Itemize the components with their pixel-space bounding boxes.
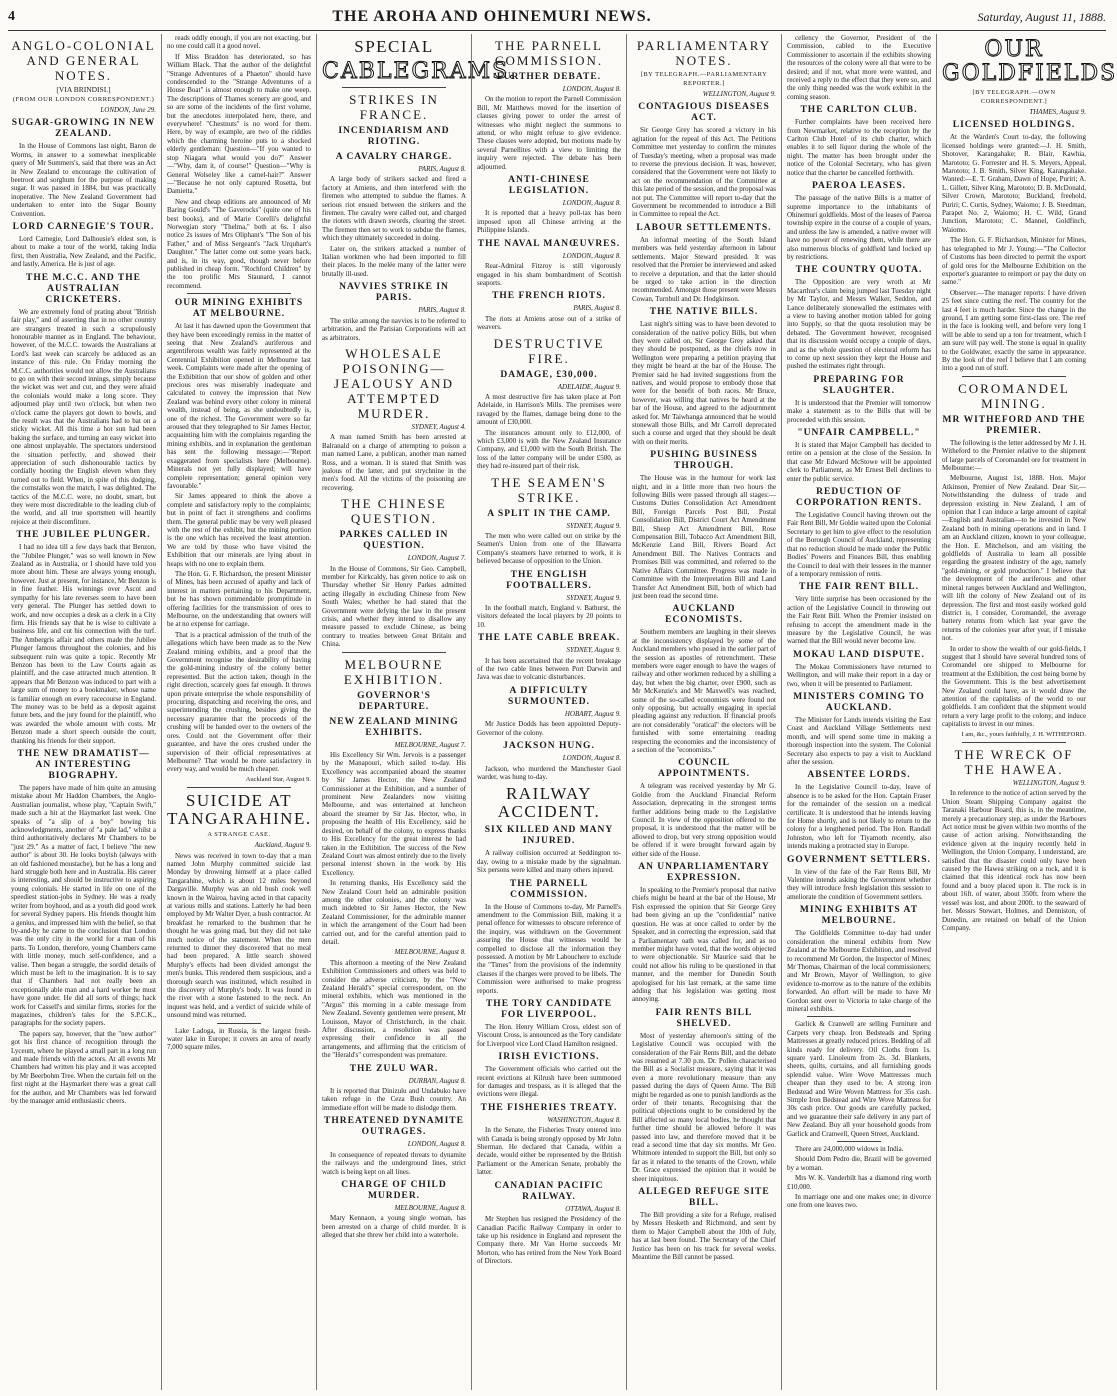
article-paragraph: In order to show the wealth of our gold-fields, I suggest that I should have several hundred tons of Coromandel ore shipped to Melbourne for treatment at the Exhibition, the cost being borne by the Government. This is the best advertisement New Zealand could have, as it would draw the attention of the capitalists of the world to our goldfields. I am confident that the shipment would return a very large profit to the colony, and induce capitalists to invest in our mines. [942,644,1086,729]
headline: ABSENTEE LORDS. [807,770,911,781]
headline: ALLEGED REFUGE SITE BILL. [638,1187,770,1209]
headline: THE NAVAL MANŒUVRES. [477,238,621,249]
headline: PREPARING FOR SLAUGHTER. [813,374,905,396]
headline: AN UNPARLIAMENTARY EXPRESSION. [638,862,770,884]
dateline: SYDNEY, August 4. [411,422,466,431]
article-paragraph: New and cheap editions are announced of Mr Baring Gould's "The Gaverocks" (quite one of his best books), and of Marie Corelli's delightful Norwegian story "Thelma," both at 6s. I also notice 2s issues of Mrs Oliphant's "The Son of his Father," and of Miss Sergeant's "Jack Urquhart's Daughter." The latter come out some years back, and is, in its way, good, though never before published in cheap form. "Rochford Children" by the too prolific Mrs Staunard, I cannot recommend. [167,197,311,290]
article-paragraph: The Legislative Council having thrown out the Fair Rent Bill, Mr Goldie waited upon the Colonial Secretary to get him to give effect to the resolution of the Borough Council of Auckland, representing that no reduction should be made under the Public Bodies' Powers and Finances Bill, thus enabling the Council to deal with their lessees in the manner of a temporary remission of rents. [787,511,931,578]
dateline: MELBOURNE, August 8. [394,1203,466,1212]
article-paragraph: reads oddly enough, if you are not exacting, but no one could call it a good novel. [167,34,311,51]
headline: A DIFFICULTY SURMOUNTED. [508,685,590,707]
dateline: MELBOURNE, August 8. [394,948,466,957]
headline: THE ENGLISH FOOTBALLERS. [506,569,592,591]
article-paragraph: The papers have made of him quite an amusing mistake about Mr Haddon Chambers, the Anglo-Australian journalist, whose play, "Captain Swift," made such a hit at the Haymarket last week. One speaks of "a slip of a boy" bowing his acknowledgments, another of "a pale lad," whilst a third authoritatively declares Mr Chambers to be "just 29." As a matter of fact, I believe "the new author" is about 30. He looks boyish (always with an old fashioned moustache), but he has a long and hard struggle both here and in Australia. His career is interesting, and should be instructive to aspiring young colonials. He started in life on one of the speediest station-jobs in Sydney. He was a ready writer from boyhood, and as a youth did good work for several Sydney papers. His friends thought him a genius, and impressed him with the belief, so that by-and-by he came to the conclusion that London was the only city in the world for a man of his parts. To London, therefore, young Chambers came with little money, much self-confidence, and a valise. Then began a struggle, the sordid details of which must be left to the imagination. It is to say that if Chambers had not really been an exceptionally able man and a hard worker he must have gone under. He did all sorts of things; hack work for Cassell's and similar firms, stories for the magazines, children's tales for the S.P.C.K., paragraphs for the society papers. [11,784,156,1028]
section-title: OUR GOLDFIELDS [942,37,1117,86]
headline: THE FAIR RENT BILL. [798,582,919,593]
masthead [8,4,1106,31]
article-paragraph: Mrs W. K. Vanderbilt has a diamond ring worth £10,000. [787,1174,931,1191]
headline: THE PARNELL COMMISSION. [509,878,589,900]
headline: FAIR RENTS BILL SHELVED. [655,1007,753,1029]
dateline: OTTAWA, August 8. [565,1204,621,1213]
headline: WHOLESALE POISONING—JEALOUSY AND ATTEMPTED MURDER. [334,345,454,421]
article-paragraph: The Government officials who carried out the recent evictions at Kilrush have been summoned for damages and trespass, as it is alleged that the evictions were illegal. [477,1065,621,1099]
headline: JACKSON HUNG. [503,741,595,752]
headline: THE JUBILEE PLUNGER. [16,530,151,541]
headline: COUNCIL APPOINTMENTS. [658,758,750,780]
headline: A SPLIT IN THE CAMP. [487,508,611,519]
headline: MOKAU LAND DISPUTE. [793,649,925,660]
article-paragraph: cellency the Governor, President of the Commission, cabled to the Executive Commissioner to ascertain if the exhibits showing the resources of the colony were all that were to be desired; and if not, what more were wanted, and received a reply to the effect that they were so, and the only thing needed was the work exhibit in the coming season. [787,34,931,101]
article-paragraph: A telegram was received yesterday by Mr G. Goldie from the Auckland Financial Reform Association, deprecating in the strongest terms further additions being made to the Legislative Council. In view of the opposition offered to the proposal, it is understood that the matter will be allowed to drop, but very strong opposition would be offered if it were brought forward again by either side of the House. [632,782,776,858]
article-paragraph: On the motion to report the Parnell Commission Bill, Mr Matthews moved for the insertion of clauses giving power to order the arrest of witnesses who might neglect the summons to attend, or who might refuse to give evidence. These clauses were adopted, but motions made by several Parnellites with a view to limiting the inquiry were rejected. The debate has been adjourned. [477,95,621,171]
article-paragraph: Further complaints have been received here from Newmarket, relative to the reception by the Carlton Club Hotel of its club charter, which enables it to sell liquor during the whole of the night. The matter has been brought under the notice of the Colonial Secretary, who has given notice that the charter be cancelled forthwith. [787,118,931,177]
dateline: LONDON, August 8. [562,251,621,260]
newspaper-title: THE AROHA AND OHINEMURI NEWS. [332,8,652,25]
article-paragraph: In reference to the notice of action served by the Union Steam Shipping Company against the Taranaki Harbour Board, this is, in the meantime, merely a precautionary step, as under the Harbours Act notice must be given within two months of the cause of action arising. Notwithstanding the evidence given at the inquiry recently held in Wellington, the Union Company, I understand, are satisfied that the disaster could only have been caused by the Hawea striking on a rock, and it is claimed that this identical rock has now been found and a buoy placed upon it. The rock is in about 16ft. of water, about 350ft. from where the vessel was lost, and about 200ft. to the seaward of her. Messrs Stewart, Holmes, and Denniston, of Dunedin, are retained on behalf of the Union Company. [942,789,1086,932]
article-paragraph: The House was in the humour for work last night, and in a little more than two hours the following Bills were passed through all stages:—Customs Duties Consolidation Act Amendment Bill, Foreign Parcels Post Bill, Postal Consolidation Bill, District Court Act Amendment Bill, Sheep Act Amendment Bill, Rose Compensation Bill, Tobacco Act Amendment Bill, McKenzie Land Bill, Rivers Board Act Amendment Bill. The Natives Contracts and Promises Bill was committed, and referred to the Native Affairs Committee. Progress was made in Committee with the Interpretation Bill and Land Transfer Act Amendment Bill, both of which had just been read the second time. [632,474,776,600]
dateline: Auckland, August 9. [254,841,311,850]
headline: GOVERNOR'S DEPARTURE. [357,690,431,712]
source-credit: Auckland Star, August 9. [245,775,311,783]
letter-signature: I am, &c., yours faithfully, J. H. WITHEFORD. [961,730,1086,738]
article-paragraph: Very little surprise has been occasioned by the action of the Legislative Council in throwing out the Fair Rent Bill. When the Premier insisted on refusing to accept the amendment made in the measure by the Legislative Council, he was warned that the Bill would never become law. [787,595,931,646]
headline: MR WITHEFORD AND THE PREMIER. [942,414,1086,436]
headline: REDUCTION OF CORPORATION RENTS. [795,487,923,509]
article-paragraph: It is stated that Major Campbell has decided to retire on a pension at the close of the Session. In that case Mr Edward McStowe will be appointed clerk to Parliament, as Mr Ernest Bell declines to enter the public service. [787,441,931,483]
headline: SIX KILLED AND MANY INJURED. [484,825,614,847]
subhead: A STRANGE CASE. [207,831,271,839]
dateline: SYDNEY, August 9. [566,646,621,655]
headline: THE WRECK OF THE HAWEA. [954,747,1074,777]
headline: MELBOURNE EXHIBITION. [343,656,445,687]
headline: MINING EXHIBITS AT MELBOURNE. [799,905,919,927]
article-paragraph: It is reported that a heavy poll-tax has been imposed upon all Chinese arriving at the Philippine Islands. [477,209,621,235]
article-paragraph: We are extremely fond of prating about "British fair play," and of asserting that in no other country are strangers treated in such a scrupulously honourable manner as in England. The behaviour, however, of the M.C.C. towards the Australians at Lord's last week can scarcely be adduced as an instance of this rule. On Friday morning the M.C.C. authorities would not allow the Australians to go on with their second innings, simply because the wicket was wet and cut, and they were afraid the colonials would make a long score. They adjourned play until two o'clock, but when two o'clock came the players got down to bowls, and the result was that the Australians had to bat on a sticky wicket. All this time a hot sun had been baking the surface, and turning an easy wicket into one almost unplayable. The spectators understood the situation perfectly, and showed their appreciation of such dishonourable tactics by cordially hooting the English eleven when they turned out to field. When, in spite of this dodging, the cornstalks won the match, I was delighted. The tactics of the M.C.C. were, no doubt, smart, but they were most discreditable to the leading club of the world, and all true sportsmen will heartily rejoice at their discomfiture. [11,307,156,526]
page-number: 4 [8,9,15,24]
headline: PARKES CALLED IN QUESTION. [339,530,449,552]
article-paragraph: It has been ascertained that the recent breakage of the two cable lines between Port Darwin and Java was due to volcanic disturbances. [477,656,621,682]
dateline: LONDON, June 29. [100,106,156,114]
article-paragraph: Sir James appeared to think the above a complete and satisfactory reply to the complaints; but in point of fact it strengthens and confirms them. The general public may be very well pleased with the rest of the exhibit, but the mining portion is the one which has received the least attention. We are told by those who have visited the Exhibition that our minerals are lying about in heaps with no one to explain them. [167,492,311,568]
article-paragraph: Observer.—The manager reports: I have driven 25 feet since cutting the reef. The country for the last 4 feet is much harder. Since the change in the ground, I am getting some first-class ore. The reef in the face is looking well, and before very long I will be able to send up a ton for treatment, which I am sure will pay well. The stone is equal in quality to the Goldwater, exactly the same in appearance. By the look of the reef I believe that I am coming into a good run of stuff. [942,288,1086,373]
headline: LORD CARNEGIE'S TOUR. [12,222,155,233]
article-paragraph: In consequence of repeated threats to dynamite the railways and the underground lines, strict watch is being kept on all lines. [322,1150,466,1176]
article-paragraph: A man named Smith has been arrested at Balranald on a charge of attempting to poison a man named Lane, a publican, another man named Ross, and a woman. It is stated that Smith was jealous of the latter, and put strychnine in the men's food. All the victims of the poisoning are recovering. [322,433,466,492]
article-paragraph: Should Dom Pedro die, Brazil will be governed by a woman. [787,1155,931,1172]
headline: THE NEW DRAMATIST—AN INTERESTING BIOGRAPHY. [17,749,150,781]
divider [837,1141,881,1142]
headline: THE PARNELL COMMISSION. [494,38,604,68]
article-paragraph: Mr Stephen has resigned the Presidency of the Canadian Pacific Railway Company in order to take up his residence in England and represent the Company there. Mr Van Horne succeeds Mr Morton, who has retired from the New York Board of Directors. [477,1215,621,1266]
article-paragraph: In marriage one and one makes one; in divorce one from one leaves two. [787,1193,931,1210]
subhead: (FROM OUR LONDON CORRESPONDENT.) [12,96,155,103]
column-3 [316,34,518,1390]
article-paragraph: The following is the letter addressed by Mr J. H. Witheford to the Premier relative to the shipment of large parcels of Coromandel ore for treatment in Melbourne:— [942,438,1086,472]
article-paragraph: If Miss Braddon has deteriorated, so has William Black. That the author of the delightful "Strange Adventures of a Phaeton" should have condescended to the "Strange Adventures of a House Boat" is almost enough to make one weep. The descriptions of Thames scenery are good, and so are some of the incidents of the first volume, but the anecdotes interpolated here, there, and everywhere! "Chestnuts" is no word for them. Here, by way of example, are two of the riddles which the charming heroine puts to a shocked elderly gentleman: Question—"If you wanted to stop Niagara what would you do?" Answer—"Why, dam it, of course!" Question—"Why is General Wolseley like a camel-hair?" Answer—"Because he not only captured Rosetta, but Damietta." [167,52,311,196]
dateline: LONDON, August 7. [407,554,466,563]
headline: LICENSED HOLDINGS. [952,120,1076,131]
dateline: WELLINGTON, August 9. [1012,779,1086,787]
divider [342,652,446,653]
article-paragraph: There are 24,000,000 widows in India. [795,1145,904,1154]
divider [342,87,446,88]
headline: THE TORY CANDIDATE FOR LIVERPOOL. [485,999,613,1020]
headline: LABOUR SETTLEMENTS. [636,222,772,233]
article-paragraph: The Hon. G. F. Richardson, Minister for Mines, has telegraphed to Mr J. Young:—"The Collector of Customs has been directed to permit the export of gold ores for the Melbourne Exhibition on the exporter's guarantee to reimport or pay the duty on same." [942,236,1086,287]
column-7 [936,34,1117,1390]
headline: NAVVIES STRIKE IN PARIS. [339,282,449,304]
dateline: LONDON, August 8. [562,199,621,208]
columns [6,34,1117,1390]
dateline: LONDON, August 8. [562,85,621,93]
article-paragraph: The papers say, however, that the "new author" got his first chance of recognition through the Lyceum, where he played a small part in a long run and made friends with the actors. At all events Mr Chambers had written his play and it was accepted by Mr Beerbohm Tree. When the curtain fell on the first night at the Haymarket there was a great call for the author, and Mr Chambers was led forward by the manager amid enthusiastic cheers. [11,1029,156,1106]
headline: AUCKLAND ECONOMISTS. [665,604,743,626]
headline: SUICIDE AT TANGARAHINE. [167,791,312,829]
dateline: WASHINGTON, August 8. [547,1115,621,1124]
article-paragraph: Most of yesterday afternoon's sitting of the Legislative Council was occupied with the consideration of the Fair Rents Bill, and the debate was resumed at 7.30 p.m. Dr. Pollen characterised the Bill as a Socialist measure, saying that it was even a more revolutionary measure than any passed during the days of Queen Anne. The Bill might be regarded as one to punish landlords as the order of their tenants. Recognising that the political objections ought to be considered by the Bill affected so many local bodies, he thought that further time should be allowed before it was passed into law, and therefore moved that it be read a second time that day six months. Mr Geo. Whitmore intended to support the Bill, but only so far as it related to the tenants of the Crown, while Dr. Grace expressed the opinion that it would be sheer iniquitous. [632,1031,776,1183]
subhead: [VIA BRINDISI.] [56,85,111,94]
headline: FURTHER DEBATE. [496,72,602,82]
headline: THREATENED DYNAMITE OUTRAGES. [324,1116,464,1138]
article-paragraph: It is reported that Dinizulu and Undabuko have taken refuge in the Ceza Bush country. An immediate effort will be made to dislodge them. [322,1087,466,1112]
headline: PAEROA LEASES. [811,181,907,192]
article-paragraph: Lake Ladoga, in Russia, is the largest fresh-water lake in Europe; it covers an area of nearly 7,000 square miles. [167,1026,311,1052]
section-title: PARLIAMENTARY NOTES. [636,38,772,68]
headline: STRIKES IN FRANCE. [349,92,439,122]
article-paragraph: Last night's sitting was to have been devoted to consideration of the native policy Bills, but when they were called on, Sir George Grey asked that they should be postponed, as the chiefs now in Wellington were preparing a petition praying that they might be heard at the bar of the House. The Premier said he had invited suggestions from the natives, and would propose to embody those that were for the benefit of both races. Mr Bruce, however, was willing that natives be heard at the bar of the House, and agreed to the adjournment asked for. Mr Taiwhanga announced that he would stonewall those Bills, and Mr Carroll deprecated such a course and urged that they should be dealt with on their merits. [632,320,776,446]
article-paragraph: A most destructive fire has taken place at Port Adelaide, in Harrison's Mills. The premises were ravaged by the flames, damage being done to the amount of £30,000. [477,392,621,427]
article-paragraph: This afternoon a meeting of the New Zealand Exhibition Commissioners and others was held to consider the adverse criticism, by the "New Zealand Herald's" special correspondent, on the mineral exhibits, which was mentioned in the "Argus" this morning in a cable message from New Zealand. Seventy gentlemen were present, Mr Louisson, Mayor of Christchurch, in the chair. After discussion, a resolution was passed expressing their confidence in all the arrangements, and affirming that the criticism of the "Herald's" correspondent was premature. [322,958,466,1060]
article-paragraph: News was received in town to-day that a man named John Murphy committed suicide last Monday by drowning himself at a place called Tangarahine, which is about 12 miles beyond Dargaville. Murphy was an old bush cook well known in the Wairoa, having acted in that capacity at various mills and stations. Latterly he had been employed by Mr Walter Dyer, a bush contractor. At breakfast he remarked to the bushmen that he thought he was going mad, but they did not take much notice of the statement. When the men returned to dinner they discovered that no meal had been prepared. A little search showed Murphy's effects had been divided amongst the men's bunks. This rendered them suspicious, and a thorough search was instituted, which resulted in the discovery of Murphy's body. It was found in the river with a stone fastened to the neck. An inquest was held, and a verdict of suicide while of unsound mind was returned. [167,851,311,1020]
headline: GOVERNMENT SETTLERS. [787,854,931,865]
headline: THE FISHERIES TREATY. [480,1102,618,1113]
article-paragraph: Mr Justice Dodds has been appointed Deputy-Governor of the colony. [477,720,621,737]
article-paragraph: The Hon. Henry William Cross, eldest son of Viscount Cross, is announced as the Tory candidate for Liverpool vice Lord Claud Hamilton resigned. [477,1023,621,1048]
divider [962,376,1066,377]
column-4 [471,34,626,1390]
dateline: LONDON, August 8. [407,1140,466,1149]
dateline: MELBOURNE, August 7. [394,740,466,749]
headline: A CAVALRY CHARGE. [335,152,453,162]
headline: SUGAR-GROWING IN NEW ZEALAND. [11,118,156,140]
headline: THE COUNTRY QUOTA. [795,265,923,276]
column-5 [626,34,781,1390]
dateline: SYDNEY, August 9. [566,521,621,530]
article-paragraph: The men who were called out on strike by the Seamen's Union from one of the Illawarra Company's steamers have returned to work, it is believed because of opposition to the Union. [477,532,621,566]
article-paragraph: Sir George Grey has scored a victory in his agitation for the repeal of this Act. The Petitions Committee met yesterday to confirm the minutes of Tuesday's meeting, when a proposal was made to reverse the previous decision. It was, however, considered that the Government were not likely to act on the recommendation of the Committee at this late period of the session, and the proposal was not put. The Committee will report to-day that the Government be recommended to introduce a Bill in Committee to repeal the Act. [632,126,776,219]
subhead: [BY TELEGRAPH.—OWN CORRESPONDENT.] [972,89,1056,105]
headline: RAILWAY ACCIDENT. [497,784,601,822]
article-paragraph: The Mokau Commissioners have returned to Wellington, and will make their report in a day or two, when it will be presented to Parliament. [787,662,931,688]
article-paragraph: The Minister for Lands intends visiting the East Coast and Auckland Village Settlements next month, and will spend some time in making a thorough inspection into the system. The Colonial Secretary also expects to pay a visit to Auckland after the session. [787,715,931,766]
article-paragraph: His Excellency Sir Wm. Jervois is a passenger by the Manapouri, which sailed to-day. His Excellency was accompanied aboard the steamer by Sir James Hector, the New Zealand Commissioner at the Exhibition, and a number of prominent New Zealanders now visiting Melbourne, and was entertained at luncheon aboard the steamer by Sir Jas. Hector, who, in proposing the health of His Excellency, said he desired, on behalf of the colony, to express thanks to His Excellency for the great interest he had taken in the Exhibition. The success of the New Zealand Court was almost entirely due to the lively personal interest shown in the work by His Excellency. [322,751,466,877]
advertisement: Garlick & Cranwell are selling Furniture and Carpets very cheap. Iron Bedsteads and Spring Mattresses at greatly reduced prices. Bedding of all kinds ready for delivery. Oil Cloths from 1s. square yard. Linoleum from 2s. 3d. Blankets, sheets, quilts, curtains, and all furnishing goods splendid value. Wire Wove Mattresses much cheaper than they used to be. A strong iron Bedstead and Wire Woven Mattress for 35s cash. Simple Iron Bedstead and Wire Wove Mattress for 30s cash price. Our goods are carefully packed, and we guarantee their safe delivery in any part of New Zealand. Buy all your household goods from Garlick and Cranwell, Queen Street, Auckland. [787,1020,931,1138]
divider [187,787,291,788]
column-6 [781,34,936,1390]
article-paragraph: The Opposition are very wroth at Mr Macarthur's claim being jumped last Tuesday night by Mr Taylor, and Messrs Walker, Seddon, and Lance deliberately stonewalled the estimates with a view to having another motion tabled for going into Supply, so that the quota resolution may be debated. The Government however, recognised that its discussion would occupy a couple of days, and as the whole question of electoral reform has to come up next session they kept the House and pushed the estimates right through. [787,278,931,371]
article-paragraph: I had no idea till a few days back that Benzon, the "Jubilee Plunger," was so well known in New Zealand as in Australia, or I should have told you more about him. These are always young enough, however. Just at present, for instance, Mr Benzon is in fine feather. His winnings over Ascot and sympathy for his late reverses seem to have been very general. The Plunger has settled down to work, and now occupies a desk as a clerk in a City firm. His friends say that he is wise to cultivate a business life, and cut his connection with the turf. The Ambergris affair and others made the Jubilee Plunger famous throughout the colonies, and his subsequent ruin was quite a topic. Recently Mr Benzon has been to the Law Courts again as plaintiff, and the case attracted much attention. It appears that Mr Benzon was induced to part with a large sum of money to a bookmaker, whose name is familiar enough on every racecourse in England. The money was to be held as a deposit against future bets, and the jury found for the plaintiff, who was awarded the whole amount with costs. Mr Benzon made a short speech outside the court, thanking his friends for their support. [11,543,156,745]
article-paragraph: Jackson, who murdered the Manchester Gaol warder, was hung to-day. [477,764,621,781]
subhead: [BY TELEGRAPH.—PARLIAMENTARY REPORTER.] [640,71,768,87]
article-paragraph: The riots at Amiens arose out of a strike of weavers. [477,314,621,332]
column-1 [6,34,161,1390]
dateline: LONDON, August 8. [562,754,621,763]
article-paragraph: In the football match, England v. Bathurst, the visitors defeated the local players by 20 points to 10. [477,604,621,629]
headline: THE ZULU WAR. [349,1063,439,1074]
article-paragraph: The passage of the native Bills is a matter of supreme importance to the inhabitants of Ohinemuri goldfields. Most of the leases of Paeroa township expire in the course of a couple of years, and unless the law is amended, a native owner will have no power of renewing them, while there are also numerous blocks of goldfield land locked up by restrictions. [787,194,931,261]
headline: CANADIAN PACIFIC RAILWAY. [494,1180,604,1202]
headline: THE M.C.C. AND THE AUSTRALIAN CRICKETERS. [26,272,141,305]
dateline: SYDNEY, August 9. [566,593,621,602]
article-paragraph: At last it has dawned upon the Government that they have been exceedingly remiss in the matter of seeing that New Zealand's auriferous and argentiferous wealth was fairly represented at the Centennial Exhibition opened in Melbourne last week. Complaints were made after the opening of the Exhibition that our show of golden and other precious ores was miserably inadequate and calculated to convey the impression that New Zealand was behind every other colony in mineral wealth, instead of being, as she undoubtedly is, one of the richest. The Government were so far aroused that they telegraphed to Sir James Hector, acquainting him with the complaints regarding the mining exhibits, and in explanation the gentleman has sent the following message:—"Report exaggerated from specialists here (Melbourne). Minerals not yet fully displayed; will have complete representation; general opinion very favourable." [167,322,311,490]
divider [807,1016,911,1017]
article-paragraph: Mary Kennaon, a young single woman, has been arrested on a charge of child murder. It is alleged that she threw her child into a waterhole. [322,1214,466,1240]
headline: NEW ZEALAND MINING EXHIBITS. [329,716,459,738]
divider [187,293,291,294]
divider [217,1023,261,1024]
article-paragraph: In the House of Commons to-day, Mr Parnell's amendment to the Commission Bill, making it a penal offence for witnesses to obscure reference of the inquiry, was withdrawn on the Government assuring the House that witnesses would be compelled to disclose all the information they possessed. A motion by Mr Labouchere to exclude the "Times" from the provisions of the indemnity clauses if the charges were proved to be libels. The Commission were authorised to make progress reports. [477,902,621,995]
article-paragraph: Rear-Admiral Fitzroy is still vigorously engaged in his sham bombardment of Scottish seaports. [477,262,621,287]
headline: THE NATIVE BILLS. [649,307,759,318]
article-paragraph: In the Senate, the Fisheries Treaty entered into with Canada is being strongly opposed by Mr John Sherman. He declared that Canada, within a decade, would either be represented by the British Parliament or the American Senate, probably the latter. [477,1126,621,1177]
issue-date: Saturday, August 11, 1888. [977,9,1106,24]
headline: CONTAGIOUS DISEASES ACT. [638,102,770,124]
dateline: PARIS, August 8. [573,304,621,313]
headline: ANGLO-COLONIAL AND GENERAL NOTES. [11,38,156,83]
headline: INCENDIARISM AND RIOTING. [338,126,450,147]
article-paragraph: Lord Carnegie, Lord Dalhousie's eldest son, is about to make a tour of the world, taking India first, then Australia, New Zealand, and the Pacific, and lastly, America. He is just of age. [11,235,156,269]
headline: THE SEAMEN'S STRIKE. [491,474,607,505]
article-paragraph: At the Warden's Court to-day, the following licensed holdings were granted:—J. H. Smith, Shotover, Karangahake; R. Blair, Kawhia, Marototo; G. Forrester and H. S. Meyers, Appeal, Marototo; J. B. Smith, Silver King, Karangahake. Wanted:—E. T. Graham, Dawn of Hope, Puriri; A. L. Gillett, Silver King, Marototo; D. B. McDonald, Silver Crown, Marototo; Buckland, freehold, Puriri; C. Curtis, Sydney, Waiomo; J. B. Steedman, Parapet No. 2, Waiomo; H. C. Wild, Grand Junction, Marototo; C. Mannel, Goldfinch, Waiomo. [942,133,1086,234]
headline: "UNFAIR CAMPBELL." [797,428,921,439]
article-paragraph: The strike among the navvies is to be referred to arbitration, and the Parisian Corporations will act as arbitrators. [322,316,466,342]
article-paragraph: The insurances amount only to £12,000, of which £3,000 is with the New Zealand Insurance Company, and £1,000 with the South British. The loss of the latter company will be under £500, as they had re-insured part of their risk. [477,428,621,471]
headline: DESTRUCTIVE FIRE. [493,335,605,366]
headline: CHARGE OF CHILD MURDER. [341,1179,447,1201]
article-paragraph: An informal meeting of the South Island members was held yesterday afternoon in labour settlements. Major Steward presided. It was resolved that the Premier be interviewed and asked to receive a deputation, and that the latter should be urged to take action in the direction recommended. Amongst those present were Messrs Cowan, Turnbull and Dr. Hodgkinson. [632,235,776,303]
article-paragraph: The Goldfields Committee to-day had under consideration the mineral exhibits from New Zealand at the Melbourne Exhibition, and resolved to recommend Mr Gordon, the Inspector of Mines; Mr Thomas, Chairman of the local commissioners; and Mr Brown, Mayor of Wellington, to give evidence to-morrow as to the nature of the exhibits forwarded. An effort will be made to have Mr Gordon sent over to Victoria to take charge of the mineral exhibits. [787,929,931,1013]
article-paragraph: A large body of strikers sacked and fired a factory at Amiens, and then interfered with the firemen who attempted to subdue the flames. A serious riot ensued between the strikers and the firemen. The cavalry were called out, and charged the rioters with drawn swords, clearing the street. The firemen then set to work to subdue the flames, which they ultimately succeeded in doing. [322,175,466,243]
headline: THE LATE CABLE BREAK. [477,633,621,644]
column-2 [161,34,316,1390]
divider [962,742,1066,743]
dateline: THAMES, August 9. [1029,108,1086,116]
headline: PUSHING BUSINESS THROUGH. [650,450,758,472]
article-paragraph: Southern members are laughing in their sleeves at the inconsistency displayed by some of the Auckland members who posed in the earlier part of the session as apostles of retrenchment. These members were eager enough to have the wages of railway and other workmen reduced by a shilling a day, but when the big charter, over £900, such as Mr McKenzie's and Mr Maxwell's was reached, some of the so-called economists were found not only opposing, but actually engaging in special pleading against any reduction. If financial proofs are not considerably "oratical" the electors will be furnished with some entertaining reading respecting the economies and the inconsistency of a section of the "economists." [632,628,776,754]
section-title: SPECIAL [354,37,434,56]
dateline: WELLINGTON, August 9. [702,90,776,98]
article-paragraph: Melbourne, August 1st, 1888. Hon. Major Atkinson, Premier of New Zealand. Dear Sir,—Notwithstanding the dulness of trade and depression existing in New Zealand, I am of opinion that I can induce a large amount of capital—English and Australian—to be invested in New Zealand both in mining operations and in land. I am an Auckland citizen, known to your colleague, the Hon. E. Mitchelson, and am visiting the goldfields of Australia to learn all possible regarding the greatest industry of the age, namely "gold-mining, or gold production." I believe that the development of the auriferous and other mineral ranges between Auckland and Wellington, will lift the colony of New Zealand out of its depression. The first and most easily worked gold district is, I consider, Coromandel, the average battery returns from which last year gave the returns of the colonies year after year, if I mistake not. [942,474,1086,643]
dateline: DURBAN, August 8. [408,1076,466,1085]
article-paragraph: In view of the fate of the Fair Rents Bill, Mr Valentine intends asking the Government whether they will introduce fresh legislation this session to ameliorate the condition of Government settlers. [787,867,931,901]
headline: THE CARLTON CLUB. [800,105,918,116]
headline: DAMAGE, £30,000. [500,369,598,380]
article-paragraph: In the House of Commons, Sir Geo. Campbell, member for Kirkcaldy, has given notice to ask on Thursday whether Sir Henry Parkes admitted acting illegally in excluding Chinese from New South Wales; whether he had stated that the Government were defying the law in the present crisis, and whether they intend to disallow any measure passed to exclude Chinese, as being contrary to treaties between Great Britain and China. [322,564,466,649]
headline: MINISTERS COMING TO AUCKLAND. [793,691,925,713]
article-paragraph: Later on, the strikers attacked a number of Italian workmen who had been imported to fill their places. In the melée many of the latter were brutally ill-used. [322,244,466,278]
dateline: PARIS, August 8. [418,165,466,173]
dateline: ADELAIDE, August 9. [557,382,621,391]
headline: IRISH EVICTIONS. [498,1052,600,1063]
headline: ANTI-CHINESE LEGISLATION. [508,175,590,197]
headline: COROMANDEL MINING. [958,380,1070,411]
article-paragraph: In the House of Commons last night, Baron de Worms, in answer to a somewhat inexplicable query of Mr Summers's, said that there was an Act in New Zealand to encourage the cultivation of beetroot and sorghum for the purpose of making sugar. It was passed in 1884, but was practically inoperative. The New Zealand Government had undertaken to enter into the Sugar Bounty Convention. [11,142,156,218]
headline: OUR MINING EXHIBITS AT MELBOURNE. [174,298,304,320]
section-title: CABLEGRAMS. [322,59,518,84]
article-paragraph: The Hon. G. F. Richardson, the present Minister of Mines, has been accused of apathy and lack of interest in matters pertaining to his Department, but he has shown commendable promptitude in offering facilities for the transmission of ores to Melbourne, on the understanding that owners will be at no expense for carriage. [167,569,311,629]
dateline: PARIS, August 8. [418,306,466,315]
article-paragraph: It is understood that the Premier will tomorrow make a statement as to the Bills that will be proceeded with this session. [787,398,931,424]
article-paragraph: In the Legislative Council to-day, leave of absence is to be asked for the Hon. Captain Fraser for the remainder of the session on a medical certificate. It is understood that he intends leaving for Home shortly, and is not likely to return to the colony for a lengthened period. The Hon. Randall Johnston, who left for Tiyamoth recently, also intends making a protracted stay in Europe. [787,783,931,851]
headline: THE FRENCH RIOTS. [492,291,606,302]
article-paragraph: In speaking to the Premier's proposal that native chiefs might be heard at the bar of the House, Mr Fish expressed the opinion that Sir George Grey had been giving an up the "confidential" native question. He was at once called to order by the Speaker, and in correcting the expression, said that a Parliamentary oath was called for, and as no member might have voted, that the words objected to were objectionable. Sir Maurice said that he could not allow his ruling to be questioned in that manner, and the member for Dunedin South apologised for his last remark, at the same time adding that his legislation was getting most annoying. [632,886,776,1004]
article-paragraph: A railway collision occurred at Seddington to-day, owing to a mistake made by the signalman. Six persons were killed and many others injured. [477,849,621,875]
headline: THE CHINESE QUESTION. [341,496,447,527]
article-paragraph: That is a practical admission of the truth of the allegations which have been made as to the New Zealand mining exhibits, and a proof that the Government recognise the desirability of having the gold-mining industry of the colony better represented. But the action taken, though in the right direction, scarcely goes far enough. It throws upon private enterprise the whole responsibility of procuring, dispatching and receiving the ores, and superintending the crushing, besides giving the necessary guarantee that the proceeds of the crushing will be handed over to the owners of the ores. Could not the Government offer their guarantee, and have the ores crushed under the supervision of their official representatives at Melbourne? That would be more satisfactory in every way, and would be much cheaper. [167,630,311,774]
article-paragraph: The Bill providing a site for a Refuge, realised by Messrs Hesketh and Richmond, and sent by them to Major Campbell about the 10th of July, has at last been found. The Secretary of the Chief Justice has been on his track for several weeks. Meantime the Bill cannot be passed. [632,1211,776,1262]
article-paragraph: In returning thanks, His Excellency said the New Zealand Court held an admirable position among the other colonies, and the colony was much indebted to Sir James Hector, the New Zealand Commissioner, for the admirable manner in which the arrangement of the Court had been carried out, and for the careful attention paid to detail. [322,879,466,946]
dateline: HOBART, August 9. [564,709,621,718]
